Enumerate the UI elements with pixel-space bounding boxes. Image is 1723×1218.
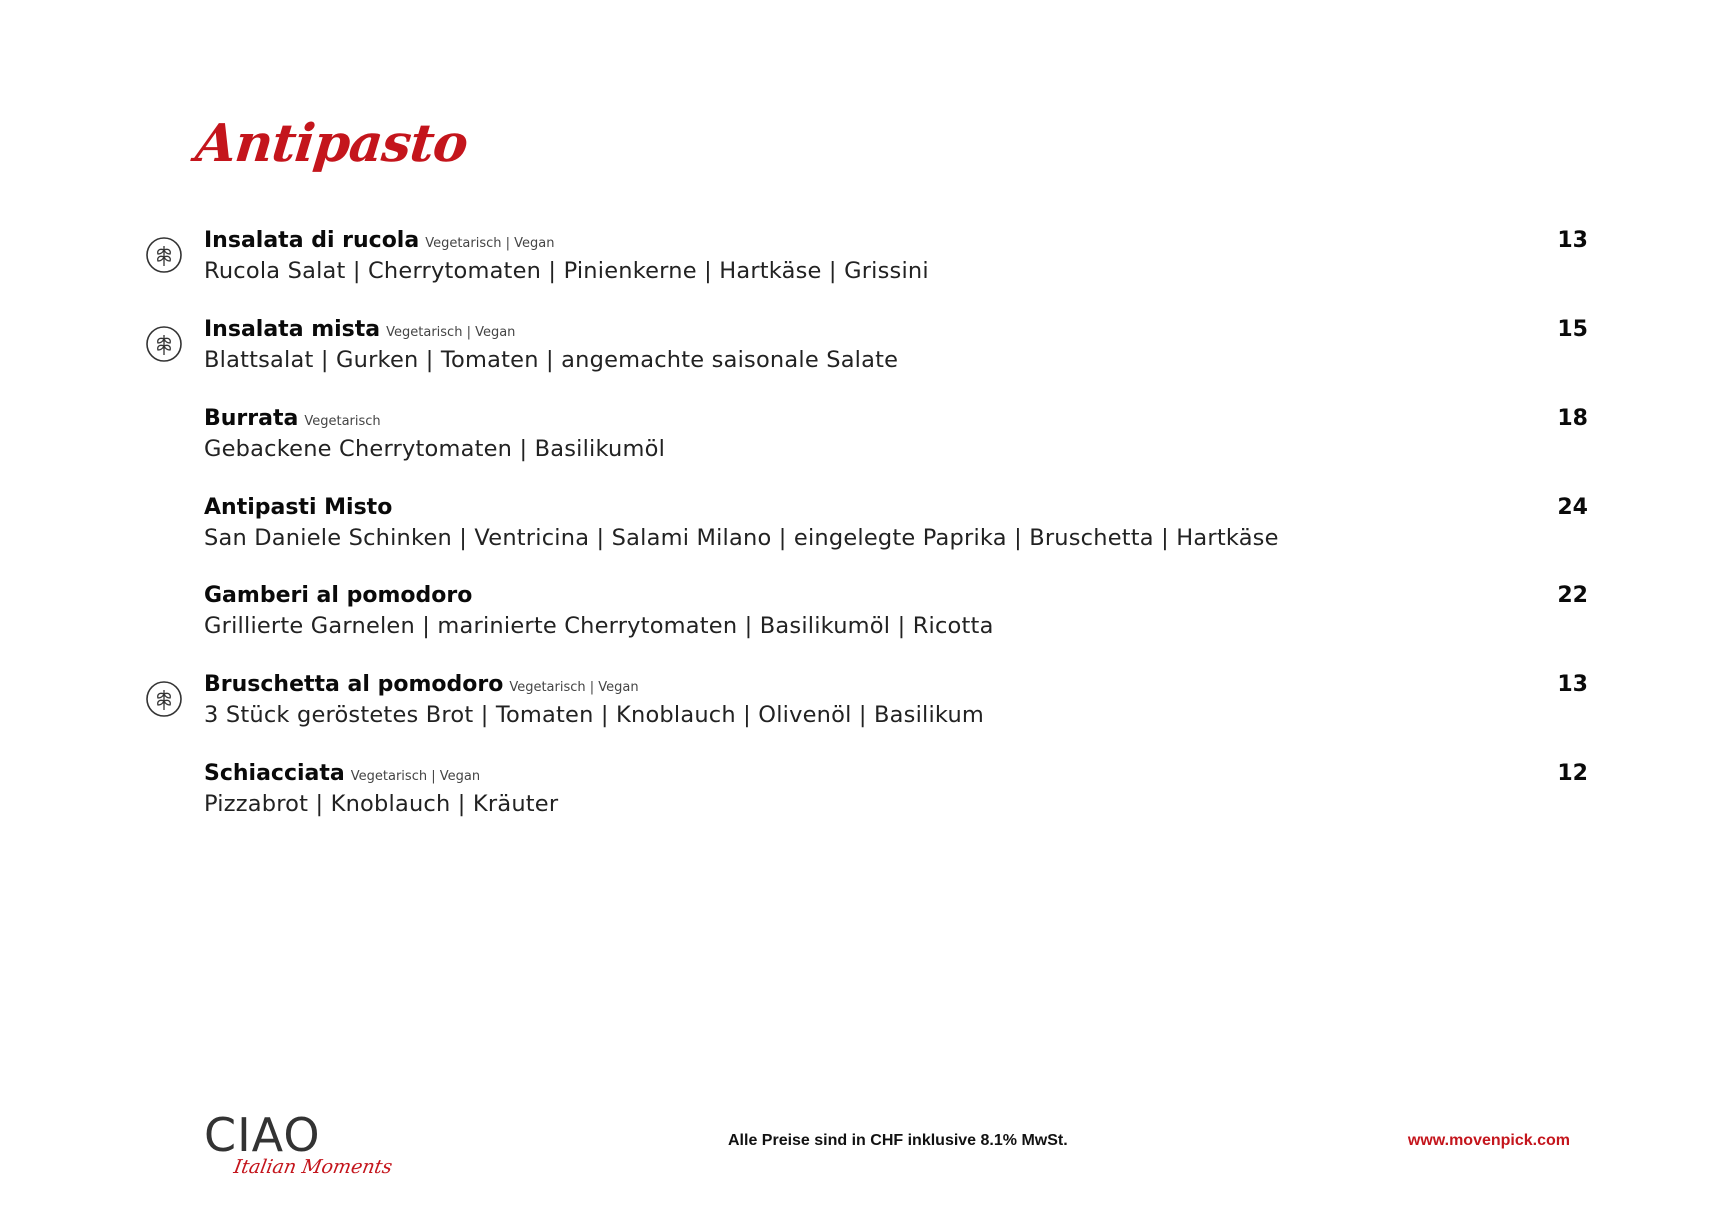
dish-description: Rucola Salat | Cherrytomaten | Pinienkerne | Hartkäse | Grissini <box>204 258 929 284</box>
dish-price: 15 <box>1557 317 1588 342</box>
vegan-leaf-icon <box>145 680 183 718</box>
dish-description: Gebackene Cherrytomaten | Basilikumöl <box>204 436 666 462</box>
dish-description: Pizzabrot | Knoblauch | Kräuter <box>204 791 559 817</box>
dish-tag: Vegetarisch | Vegan <box>509 680 639 695</box>
dish-name: Antipasti Misto <box>204 495 393 520</box>
dish-price: 13 <box>1557 228 1588 253</box>
dish-description: 3 Stück geröstetes Brot | Tomaten | Knoblauch | Olivenöl | Basilikum <box>204 702 985 728</box>
dish-tag: Vegetarisch <box>304 414 381 429</box>
menu-item-insalata-mista <box>0 317 1723 387</box>
dish-name: Insalata di rucola Vegetarisch | Vegan <box>204 228 555 253</box>
menu-item-gamberi-al-pomodoro <box>0 583 1723 653</box>
dish-name: Gamberi al pomodoro <box>204 583 473 608</box>
dish-description: San Daniele Schinken | Ventricina | Salami Milano | eingelegte Paprika | Bruschetta | Hartkäse <box>204 525 1279 551</box>
website-link[interactable]: www.movenpick.com <box>1407 1132 1570 1149</box>
dish-name: Schiacciata Vegetarisch | Vegan <box>204 761 481 786</box>
dish-description: Grillierte Garnelen | marinierte Cherrytomaten | Basilikumöl | Ricotta <box>204 613 994 639</box>
menu-item-antipasti-misto <box>0 495 1723 565</box>
menu-item-schiacciata <box>0 761 1723 831</box>
menu-item-insalata-di-rucola <box>0 228 1723 298</box>
ciao-logo <box>204 1108 394 1182</box>
dish-description: Blattsalat | Gurken | Tomaten | angemachte saisonale Salate <box>204 347 899 373</box>
dish-price: 12 <box>1557 761 1588 786</box>
price-note: Alle Preise sind in CHF inklusive 8.1% MwSt. <box>728 1132 1068 1149</box>
dish-name: Insalata mista Vegetarisch | Vegan <box>204 317 516 342</box>
dish-price: 22 <box>1557 583 1588 608</box>
menu-item-burrata <box>0 406 1723 476</box>
dish-name: Burrata Vegetarisch <box>204 406 381 431</box>
vegan-leaf-icon <box>145 325 183 363</box>
vegan-leaf-icon <box>145 236 183 274</box>
menu-item-bruschetta-al-pomodoro <box>0 672 1723 742</box>
dish-tag: Vegetarisch | Vegan <box>350 769 481 784</box>
section-title: Antipasto <box>192 113 471 174</box>
dish-price: 18 <box>1557 406 1588 431</box>
logo-sub-text: Italian Moments <box>232 1156 394 1178</box>
logo-main-text: CIAO <box>204 1108 321 1162</box>
dish-name: Bruschetta al pomodoro Vegetarisch | Vegan <box>204 672 639 697</box>
dish-price: 13 <box>1557 672 1588 697</box>
dish-price: 24 <box>1557 495 1588 520</box>
dish-tag: Vegetarisch | Vegan <box>425 236 555 251</box>
dish-tag: Vegetarisch | Vegan <box>386 325 516 340</box>
